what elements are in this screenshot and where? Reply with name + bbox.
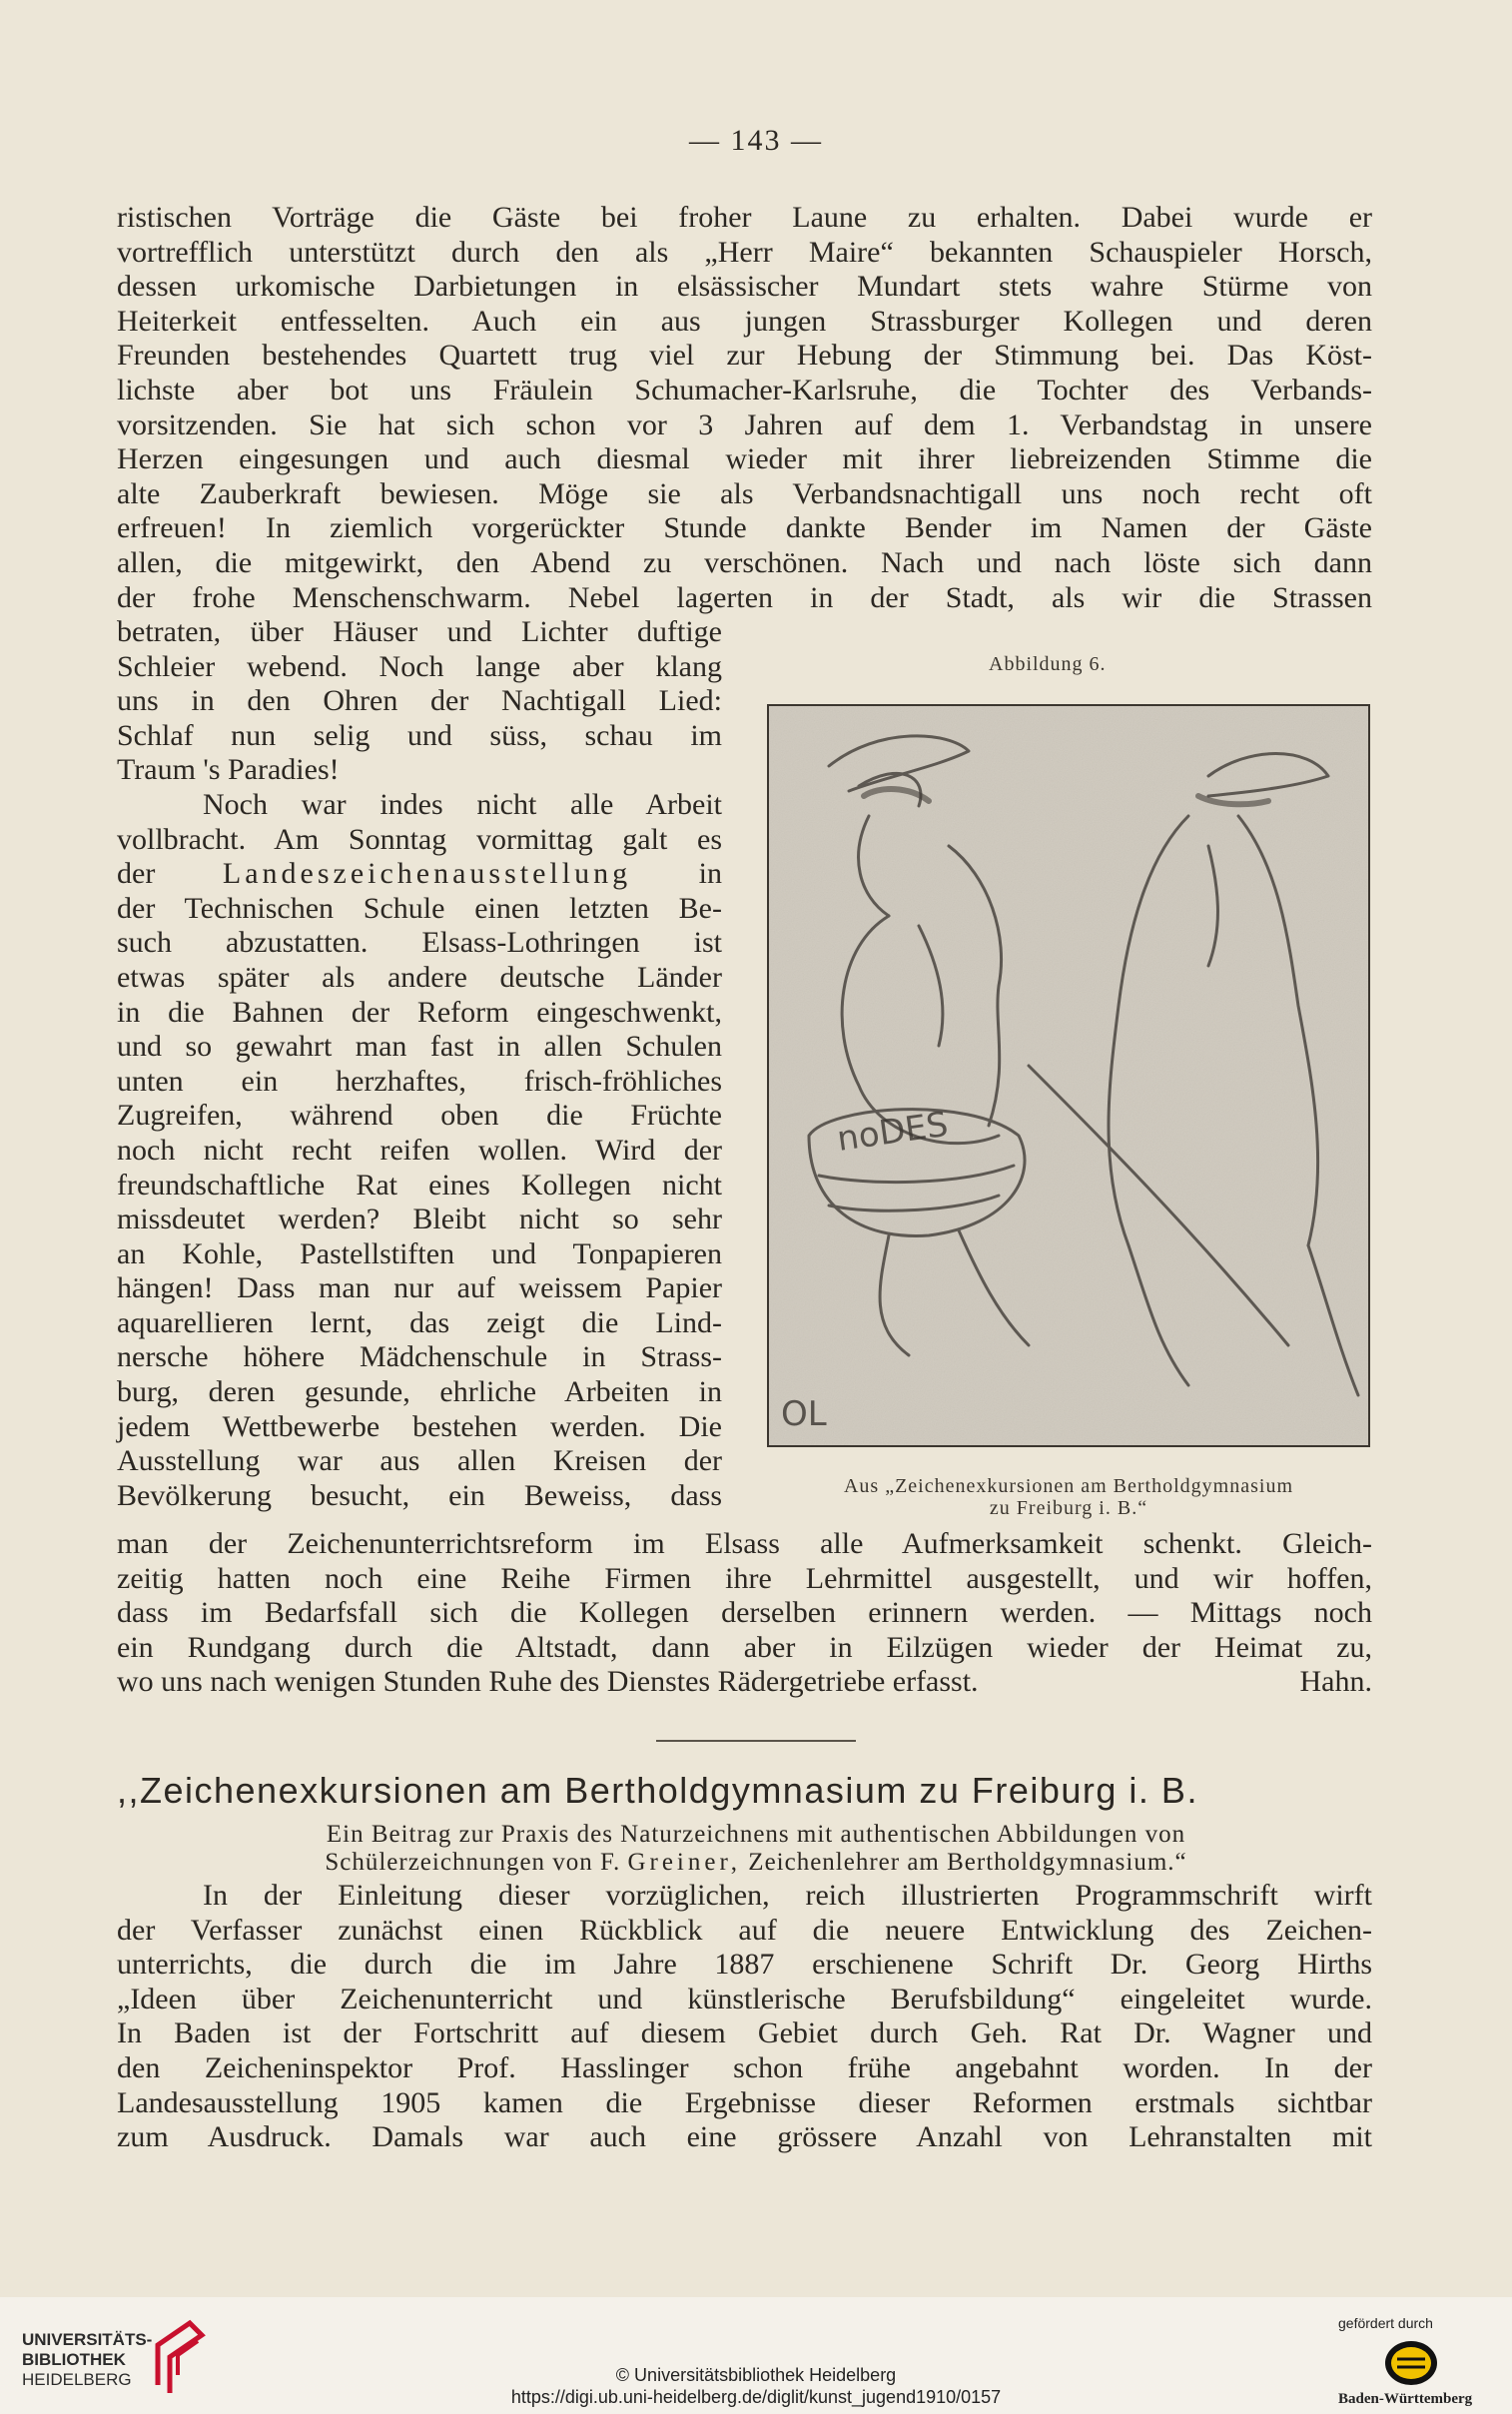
text-line: betraten, über Häuser und Lichter duftige — [117, 615, 722, 648]
text-line: freundschaftliche Rat eines Kollegen nicht — [117, 1168, 722, 1202]
text-line: vortrefflich unterstützt durch den als „Herr Maire“ bekannten Schauspieler Horsch, — [117, 235, 1372, 269]
text-line: Ausstellung war aus allen Kreisen der — [117, 1444, 722, 1478]
text-line: ristischen Vorträge die Gäste bei froher Laune zu erhalten. Dabei wurde er — [117, 201, 1372, 234]
text-line: dessen urkomische Darbietungen in elsässischer Mundart stets wahre Stürme von — [117, 270, 1372, 304]
signature: Hahn. — [1299, 1665, 1372, 1699]
text-line: wo uns nach wenigen Stunden Ruhe des Dienstes Rädergetriebe erfasst. — [117, 1665, 979, 1699]
subheading-text: Schülerzeichnungen von F. — [325, 1849, 621, 1876]
sponsor-name: Baden-Württemberg — [1338, 2391, 1473, 2407]
sketch-illustration — [769, 706, 1368, 1445]
article-body — [117, 1879, 1372, 2155]
text-line: man der Zeichenunterrichtsreform im Elsass alle Aufmerksamkeit schenkt. Gleich- — [117, 1527, 1372, 1560]
text-line: Traum 's Paradies! — [117, 753, 340, 787]
text-line: nersche höhere Mädchenschule in Strass- — [117, 1340, 722, 1374]
text-line: unten ein herzhaftes, frisch-fröhliches — [117, 1064, 722, 1098]
text-line: vorsitzenden. Sie hat sich schon vor 3 Jahren auf dem 1. Verbandstag in unsere — [117, 407, 1372, 441]
caption-line: Aus „Zeichenexkursionen am Bertholdgymnasium — [843, 1475, 1293, 1497]
text-line: etwas später als andere deutsche Länder — [117, 960, 722, 994]
text-line-with-signature — [117, 1665, 1372, 1700]
top-paragraph — [117, 201, 1372, 615]
subheading-text: Zeichenlehrer am Bertholdgymnasium.“ — [748, 1849, 1187, 1876]
text-line: uns in den Ohren der Nachtigall Lied: — [117, 684, 722, 718]
text-line: noch nicht recht reifen wollen. Wird der — [117, 1133, 722, 1167]
subheading-line — [0, 1849, 1512, 1877]
article-subheading — [0, 1821, 1512, 1877]
text-line: dass im Bedarfsfall sich die Kollegen derselben erinnern werden. — Mittags noch — [117, 1596, 1372, 1630]
logo-line: BIBLIOTHEK — [22, 2350, 126, 2369]
text-line: Freunden bestehendes Quartett trug viel zur Hebung der Stimmung bei. Das Köst- — [117, 339, 1372, 373]
text-line: In der Einleitung dieser vorzüglichen, reich illustrierten Programmschrift wirft — [203, 1879, 1372, 1912]
text-line: Heiterkeit entfesselten. Auch ein aus jungen Strassburger Kollegen und deren — [117, 304, 1372, 338]
text-line: und so gewahrt man fast in allen Schulen — [117, 1030, 722, 1064]
figure-caption — [767, 1475, 1370, 1519]
text-line: ein Rundgang durch die Altstadt, dann aber in Eilzügen wieder der Heimat zu, — [117, 1630, 1372, 1664]
article-heading: ,,Zeichenexkursionen am Bertholdgymnasium zu Freiburg i. B. — [117, 1770, 1198, 1811]
subheading-line: Ein Beitrag zur Praxis des Naturzeichnens mit authentischen Abbildungen von — [326, 1821, 1186, 1848]
text-line: „Ideen über Zeichenunterricht und künstlerische Berufsbildung“ eingeleitet wurde. — [117, 1982, 1372, 2015]
section-divider — [656, 1740, 856, 1742]
logo-line: UNIVERSITÄTS- — [22, 2330, 153, 2349]
text-line: Landesausstellung 1905 kamen die Ergebnisse dieser Reformen erstmals sichtbar — [117, 2085, 1372, 2119]
text-line: der Technischen Schule einen letzten Be- — [117, 891, 722, 925]
text-line: missdeutet werden? Bleibt nicht so sehr — [117, 1203, 722, 1236]
sponsor-label: gefördert durch — [1338, 2315, 1433, 2331]
text-word: in — [698, 857, 722, 891]
figure-label: Abbildung 6. — [989, 653, 1107, 675]
text-line: Schlaf nun selig und süss, schau im — [117, 718, 722, 752]
text-line: hängen! Dass man nur auf weissem Papier — [117, 1271, 722, 1305]
sketch-monogram: OL — [781, 1394, 827, 1434]
after-figure-paragraph — [117, 1527, 1372, 1700]
author-name: Greiner, — [627, 1849, 742, 1876]
text-word: der — [117, 857, 156, 891]
sketch-text: noDES — [834, 1104, 951, 1160]
text-line: such abzustatten. Elsass-Lothringen ist — [117, 926, 722, 960]
text-line: der frohe Menschenschwarm. Nebel lagerten in der Stadt, als wir die Strassen — [117, 580, 1372, 614]
text-line: zeitig hatten noch eine Reihe Firmen ihre Lehrmittel ausgestellt, und wir hoffen, — [117, 1561, 1372, 1595]
text-line: jedem Wettbewerbe bestehen werden. Die — [117, 1409, 722, 1443]
text-line: In Baden ist der Fortschritt auf diesem Gebiet durch Geh. Rat Dr. Wagner und — [117, 2016, 1372, 2050]
text-line: allen, die mitgewirkt, den Abend zu verschönen. Nach und nach löste sich dann — [117, 545, 1372, 579]
text-line: alte Zauberkraft bewiesen. Möge sie als Verbandsnachtigall uns noch recht oft — [117, 476, 1372, 510]
text-line: erfreuen! In ziemlich vorgerückter Stunde dankte Bender im Namen der Gäste — [117, 511, 1372, 545]
copyright-text: © Universitätsbibliothek Heidelberg — [615, 2365, 897, 2385]
text-line: lichste aber bot uns Fräulein Schumacher-Karlsruhe, die Tochter des Verbands- — [117, 373, 1372, 406]
text-line: Herzen eingesungen und auch diesmal wieder mit ihrer liebreizenden Stimme die — [117, 442, 1372, 476]
state-coat-of-arms-icon[interactable] — [1383, 2335, 1439, 2391]
text-line: Bevölkerung besucht, ein Beweiss, dass — [117, 1478, 722, 1512]
logo-line: HEIDELBERG — [22, 2370, 132, 2389]
text-line: den Zeicheninspektor Prof. Hasslinger schon frühe angebahnt worden. In der — [117, 2050, 1372, 2084]
narrow-column — [117, 615, 722, 1513]
emphasis-word: Landeszeichenausstellung — [222, 857, 632, 891]
text-line: der Verfasser zunächst einen Rückblick auf die neuere Entwicklung des Zeichen- — [117, 1913, 1372, 1947]
text-line: Zugreifen, während oben die Früchte — [117, 1099, 722, 1133]
text-line: aquarellieren lernt, das zeigt die Lind- — [117, 1305, 722, 1339]
page-number: — 143 — — [689, 124, 823, 157]
text-line: zum Ausdruck. Damals war auch eine grössere Anzahl von Lehranstalten mit — [117, 2120, 1372, 2154]
figure-sketch — [767, 704, 1370, 1447]
text-line-spaced — [117, 857, 722, 892]
text-line: Schleier webend. Noch lange aber klang — [117, 649, 722, 683]
caption-line: zu Freiburg i. B.“ — [989, 1497, 1148, 1519]
text-line: Noch war indes nicht alle Arbeit — [203, 787, 722, 821]
text-line: unterrichts, die durch die im Jahre 1887 erschienene Schrift Dr. Georg Hirths — [117, 1948, 1372, 1982]
source-url-link[interactable]: https://digi.ub.uni-heidelberg.de/diglit/kunst_jugend1910/0157 — [510, 2387, 1002, 2407]
text-line: an Kohle, Pastellstiften und Tonpapieren — [117, 1236, 722, 1270]
text-line: vollbracht. Am Sonntag vormittag galt es — [117, 822, 722, 856]
text-line: in die Bahnen der Reform eingeschwenkt, — [117, 995, 722, 1029]
text-line: burg, deren gesunde, ehrliche Arbeiten in — [117, 1375, 722, 1409]
